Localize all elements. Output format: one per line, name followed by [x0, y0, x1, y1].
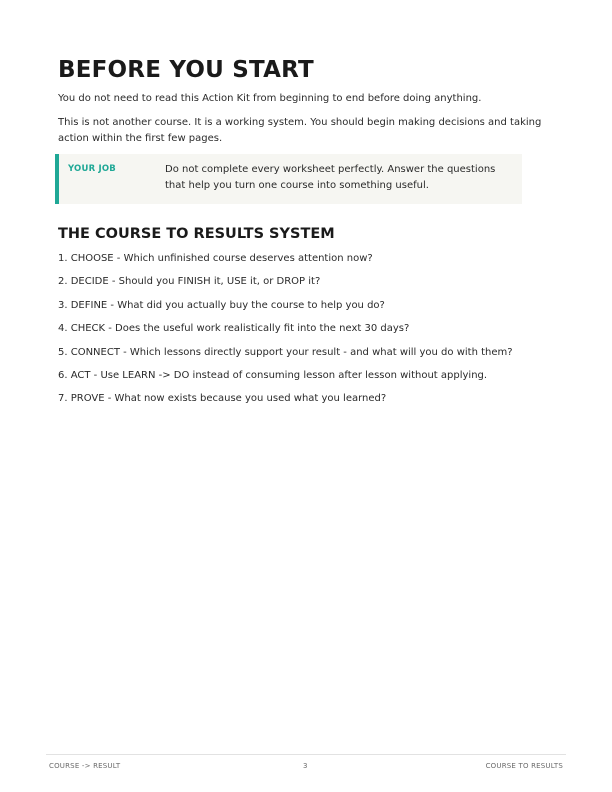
footer-divider: [46, 754, 566, 755]
intro-paragraph-2: This is not another course. It is a working system. You should begin making decisions and taking action within the first few pages.: [58, 117, 542, 144]
step-define: 3. DEFINE - What did you actually buy the course to help you do?: [58, 299, 385, 311]
steps-list: [58, 251, 558, 415]
step-act: 6. ACT - Use LEARN -> DO instead of consuming lesson after lesson without applying.: [58, 369, 488, 381]
section-title: THE COURSE TO RESULTS SYSTEM: [58, 226, 335, 242]
step-choose: 1. CHOOSE - Which unfinished course deserves attention now?: [58, 253, 373, 264]
your-job-callout: [55, 154, 522, 204]
step-decide: 2. DECIDE - Should you FINISH it, USE it, or DROP it?: [58, 276, 321, 288]
intro-paragraph-1: You do not need to read this Action Kit from beginning to end before doing anything.: [58, 93, 482, 104]
footer-right-text: COURSE TO RESULTS: [485, 762, 563, 770]
step-prove: 7. PROVE - What now exists because you used what you learned?: [58, 393, 387, 405]
callout-label: YOUR JOB: [68, 164, 116, 174]
page-title: BEFORE YOU START: [58, 57, 314, 83]
step-check: 4. CHECK - Does the useful work realistically fit into the next 30 days?: [58, 323, 410, 335]
footer-left-text: COURSE -> RESULT: [49, 762, 121, 770]
page-number: 3: [303, 762, 308, 770]
callout-text: Do not complete every worksheet perfectly. Answer the questions that help you turn one course into something useful.: [165, 164, 496, 191]
step-connect: 5. CONNECT - Which lessons directly support your result - and what will you do with them?: [58, 346, 513, 358]
